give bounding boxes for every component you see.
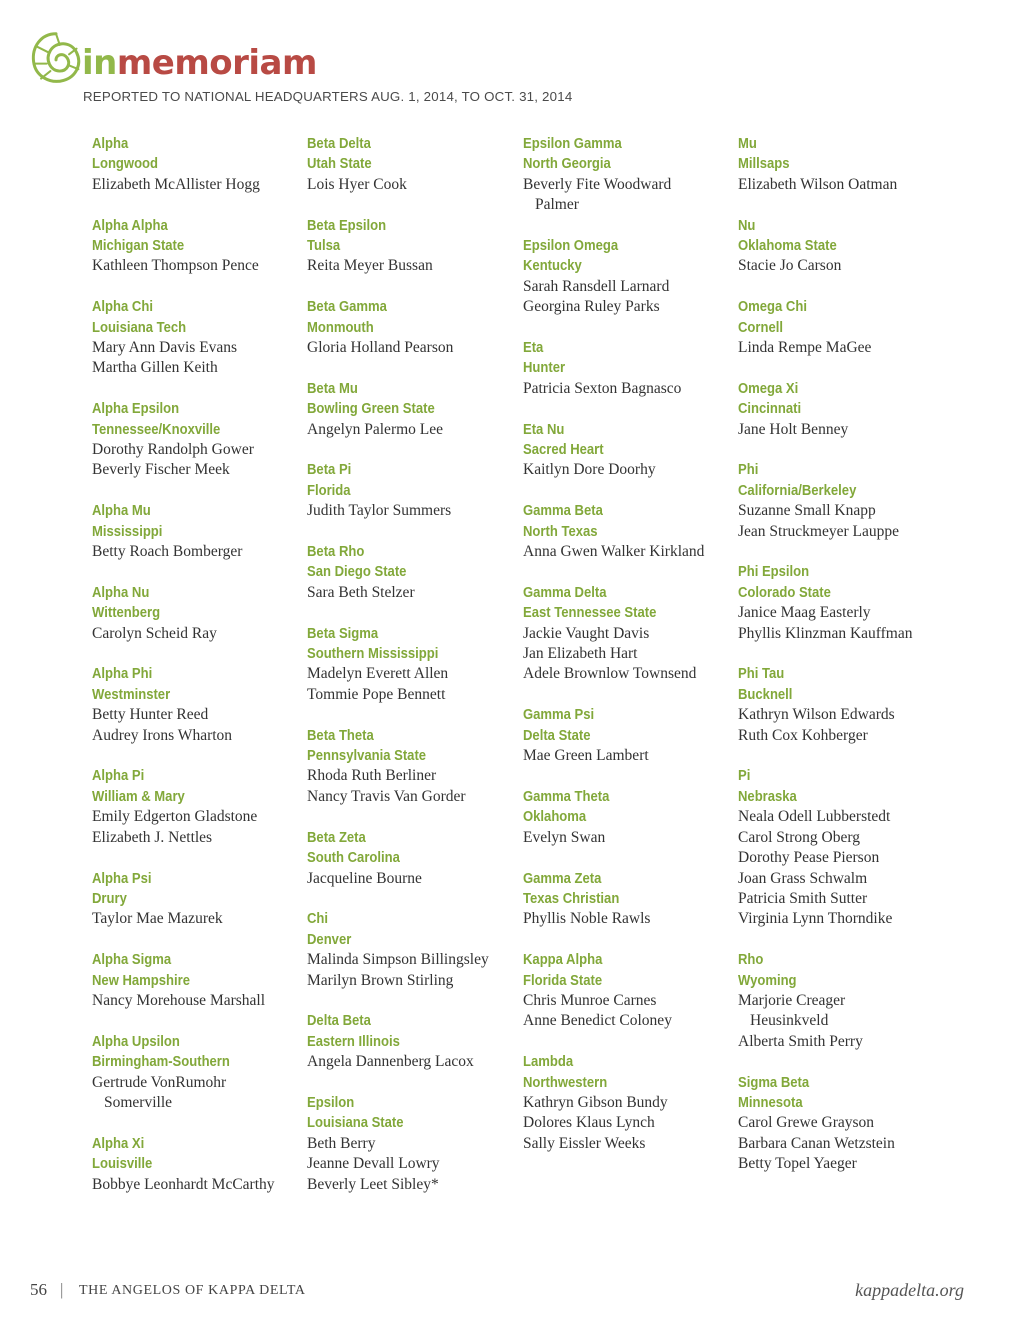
school-name: Utah State [307, 155, 372, 173]
member-name: Gertrude VonRumohr [92, 1073, 227, 1091]
chapter-name: Kappa Alpha [523, 951, 603, 969]
chapter-entry [738, 766, 968, 929]
member-name: Sara Beth Stelzer [307, 583, 415, 601]
school-name: Wittenberg [92, 604, 161, 622]
school-name: Louisiana Tech [92, 318, 187, 336]
member-name: Janice Maag Easterly [738, 604, 871, 622]
member-name: Jacqueline Bourne [307, 869, 422, 887]
member-name: Carolyn Scheid Ray [92, 624, 217, 642]
website-link[interactable]: kappadelta.org [855, 1280, 964, 1300]
member-name: Kathryn Wilson Edwards [738, 706, 895, 724]
chapter-name: Alpha Psi [92, 869, 152, 887]
school-name: Colorado State [738, 583, 831, 601]
chapter-entry [307, 542, 517, 603]
chapter-name: Beta Theta [307, 726, 374, 744]
school-name: Delta State [523, 726, 591, 744]
chapter-name: Alpha Upsilon [92, 1032, 180, 1050]
chapter-entry [523, 705, 733, 766]
member-name: Joan Grass Schwalm [738, 869, 868, 887]
school-name: San Diego State [307, 563, 407, 581]
chapter-name: Epsilon Gamma [523, 135, 622, 152]
school-name: Wyoming [738, 971, 797, 989]
chapter-name: Gamma Psi [523, 706, 595, 724]
member-name: Phyllis Noble Rawls [523, 910, 651, 928]
member-name: Bobbye Leonhardt McCarthy [92, 1175, 275, 1193]
chapter-name: Lambda [523, 1053, 574, 1071]
school-name: Tulsa [307, 237, 341, 255]
chapter-name: Beta Rho [307, 543, 365, 561]
member-name: Mary Ann Davis Evans [92, 339, 238, 357]
member-name: Beverly Leet Sibley* [307, 1175, 439, 1193]
school-name: Drury [92, 889, 127, 907]
chapter-name: Eta [523, 339, 544, 357]
member-name: Tommie Pope Bennett [307, 685, 446, 703]
chapter-entry [738, 460, 968, 542]
member-name: Carol Grewe Grayson [738, 1114, 875, 1132]
school-name: Monmouth [307, 318, 374, 336]
member-name: Emily Edgerton Gladstone [92, 808, 258, 826]
chapter-name: Beta Mu [307, 379, 358, 397]
chapter-name: Alpha Xi [92, 1134, 145, 1152]
school-name: Millsaps [738, 155, 790, 173]
member-name: Heusinkveld [750, 1012, 829, 1030]
chapter-entry [92, 399, 302, 481]
member-name: Jean Struckmeyer Lauppe [738, 522, 899, 540]
school-name: Hunter [523, 359, 566, 377]
school-name: Texas Christian [523, 889, 620, 907]
page-footer [30, 1280, 964, 1304]
chapter-name: Gamma Beta [523, 502, 603, 520]
member-name: Chris Munroe Carnes [523, 991, 657, 1009]
chapter-entry [92, 950, 302, 1011]
chapter-entry [307, 134, 517, 195]
chapter-name: Alpha Phi [92, 665, 153, 683]
chapter-name: Rho [738, 951, 764, 969]
member-name: Marilyn Brown Stirling [307, 971, 454, 989]
chapter-entry [738, 297, 968, 358]
school-name: Oklahoma [523, 808, 587, 826]
member-name: Beth Berry [307, 1134, 376, 1152]
member-name: Barbara Canan Wetzstein [738, 1134, 895, 1152]
school-name: Northwestern [523, 1073, 608, 1091]
member-name: Beverly Fite Woodward [523, 175, 672, 193]
chapter-name: Beta Epsilon [307, 216, 387, 234]
school-name: New Hampshire [92, 971, 190, 989]
chapter-entry [523, 501, 733, 562]
chapter-entry [738, 950, 968, 1052]
page-title [82, 43, 317, 83]
chapter-name: Alpha Chi [92, 298, 153, 316]
chapter-name: Phi [738, 461, 759, 479]
school-name: Michigan State [92, 237, 185, 255]
chapter-entry [307, 1011, 517, 1072]
member-name: Suzanne Small Knapp [738, 502, 876, 520]
chapter-name: Alpha Epsilon [92, 400, 180, 418]
chapter-entry [92, 766, 302, 848]
member-name: Evelyn Swan [523, 828, 606, 846]
listing-column [92, 134, 302, 1215]
chapter-name: Sigma Beta [738, 1073, 810, 1091]
school-name: William & Mary [92, 787, 185, 805]
chapter-entry [523, 338, 733, 399]
school-name: Louisville [92, 1155, 153, 1173]
chapter-entry [523, 236, 733, 318]
member-name: Reita Meyer Bussan [307, 257, 433, 275]
member-name: Dorothy Randolph Gower [92, 441, 254, 459]
chapter-name: Alpha Pi [92, 767, 145, 785]
member-name: Gloria Holland Pearson [307, 339, 454, 357]
member-name: Lois Hyer Cook [307, 175, 407, 193]
member-name: Rhoda Ruth Berliner [307, 767, 437, 785]
member-name: Sally Eissler Weeks [523, 1134, 646, 1152]
school-name: Westminster [92, 685, 171, 703]
chapter-entry [307, 297, 517, 358]
chapter-entry [92, 1134, 302, 1195]
school-name: Denver [307, 930, 352, 948]
footer-separator: | [60, 1280, 64, 1299]
school-name: Mississippi [92, 522, 163, 540]
school-name: Pennsylvania State [307, 747, 427, 765]
chapter-entry [92, 297, 302, 379]
member-name: Beverly Fischer Meek [92, 461, 230, 479]
member-name: Neala Odell Lubberstedt [738, 808, 891, 826]
member-name: Taylor Mae Mazurek [92, 910, 223, 928]
member-name: Dolores Klaus Lynch [523, 1114, 655, 1132]
school-name: Cornell [738, 318, 784, 336]
publication-name: THE ANGELOS OF KAPPA DELTA [79, 1283, 306, 1298]
school-name: South Carolina [307, 849, 400, 867]
member-name: Angelyn Palermo Lee [307, 420, 444, 438]
chapter-name: Eta Nu [523, 420, 565, 438]
chapter-name: Alpha [92, 135, 129, 152]
member-name: Somerville [104, 1093, 173, 1111]
school-name: Oklahoma State [738, 237, 837, 255]
chapter-name: Gamma Delta [523, 583, 607, 601]
chapter-name: Gamma Theta [523, 787, 610, 805]
chapter-name: Mu [738, 135, 757, 152]
member-name: Mae Green Lambert [523, 747, 649, 765]
page-number: 56 [30, 1280, 47, 1299]
chapter-entry [523, 1052, 733, 1154]
member-name: Betty Hunter Reed [92, 706, 209, 724]
chapter-entry [738, 134, 968, 195]
chapter-entry [92, 216, 302, 277]
member-name: Patricia Smith Sutter [738, 889, 868, 907]
chapter-name: Chi [307, 910, 329, 928]
member-name: Anne Benedict Coloney [523, 1012, 672, 1030]
school-name: Louisiana State [307, 1114, 404, 1132]
member-name: Jackie Vaught Davis [523, 624, 650, 642]
member-name: Judith Taylor Summers [307, 502, 452, 520]
chapter-entry [92, 664, 302, 746]
member-name: Palmer [535, 196, 579, 214]
chapter-entry [307, 624, 517, 706]
chapter-name: Pi [738, 767, 751, 785]
member-name: Phyllis Klinzman Kauffman [738, 624, 913, 642]
member-name: Patricia Sexton Bagnasco [523, 379, 682, 397]
school-name: Sacred Heart [523, 441, 604, 459]
school-name: Florida [307, 481, 351, 499]
chapter-name: Gamma Zeta [523, 869, 602, 887]
member-name: Jeanne Devall Lowry [307, 1155, 440, 1173]
page-header [28, 26, 728, 106]
member-name: Angela Dannenberg Lacox [307, 1053, 474, 1071]
member-name: Madelyn Everett Allen [307, 665, 449, 683]
chapter-name: Beta Delta [307, 135, 371, 152]
listing-column [523, 134, 733, 1175]
member-name: Dorothy Pease Pierson [738, 849, 880, 867]
member-name: Marjorie Creager [738, 991, 846, 1009]
member-name: Kathleen Thompson Pence [92, 257, 259, 275]
member-name: Nancy Morehouse Marshall [92, 991, 266, 1009]
chapter-entry [523, 950, 733, 1032]
school-name: Bucknell [738, 685, 793, 703]
chapter-entry [738, 562, 968, 644]
member-name: Elizabeth McAllister Hogg [92, 175, 260, 193]
school-name: Kentucky [523, 257, 582, 275]
chapter-name: Omega Xi [738, 379, 799, 397]
chapter-entry [92, 1032, 302, 1114]
chapter-name: Beta Gamma [307, 298, 387, 316]
chapter-entry [307, 379, 517, 440]
member-name: Betty Roach Bomberger [92, 543, 243, 561]
school-name: Florida State [523, 971, 603, 989]
chapter-entry [307, 828, 517, 889]
member-name: Kaitlyn Dore Doorhy [523, 461, 656, 479]
chapter-entry [738, 379, 968, 440]
member-name: Georgina Ruley Parks [523, 298, 660, 316]
chapter-entry [307, 909, 517, 991]
chapter-entry [523, 787, 733, 848]
member-name: Betty Topel Yaeger [738, 1155, 857, 1173]
member-name: Stacie Jo Carson [738, 257, 842, 275]
chapter-entry [523, 420, 733, 481]
chapter-name: Nu [738, 216, 756, 234]
chapter-name: Alpha Sigma [92, 951, 172, 969]
chapter-entry [92, 501, 302, 562]
member-name: Kathryn Gibson Bundy [523, 1093, 668, 1111]
chapter-entry [738, 216, 968, 277]
chapter-name: Beta Sigma [307, 624, 379, 642]
listing-column [307, 134, 517, 1215]
listing-column [738, 134, 968, 1195]
chapter-name: Epsilon Omega [523, 237, 619, 255]
school-name: North Texas [523, 522, 598, 540]
chapter-entry [307, 1093, 517, 1195]
member-name: Jane Holt Benney [738, 420, 849, 438]
school-name: Cincinnati [738, 400, 802, 418]
chapter-name: Epsilon [307, 1093, 355, 1111]
member-name: Alberta Smith Perry [738, 1032, 863, 1050]
chapter-name: Alpha Nu [92, 583, 150, 601]
chapter-name: Phi Tau [738, 665, 785, 683]
member-name: Jan Elizabeth Hart [523, 645, 638, 663]
chapter-name: Omega Chi [738, 298, 807, 316]
school-name: Longwood [92, 155, 159, 173]
school-name: Bowling Green State [307, 400, 435, 418]
member-name: Martha Gillen Keith [92, 359, 218, 377]
member-name: Nancy Travis Van Gorder [307, 787, 466, 805]
school-name: North Georgia [523, 155, 611, 173]
member-name: Sarah Ransdell Larnard [523, 277, 670, 295]
school-name: Birmingham-Southern [92, 1053, 230, 1071]
chapter-entry [307, 726, 517, 808]
nautilus-shell-icon [28, 28, 84, 88]
chapter-entry [307, 460, 517, 521]
school-name: Southern Mississippi [307, 645, 439, 663]
chapter-name: Alpha Alpha [92, 216, 168, 234]
member-name: Carol Strong Oberg [738, 828, 860, 846]
chapter-name: Alpha Mu [92, 502, 151, 520]
member-name: Malinda Simpson Billingsley [307, 951, 489, 969]
school-name: Tennessee/Knoxville [92, 420, 221, 438]
school-name: Minnesota [738, 1093, 803, 1111]
chapter-name: Phi Epsilon [738, 563, 810, 581]
chapter-entry [523, 869, 733, 930]
chapter-entry [92, 134, 302, 195]
member-name: Audrey Irons Wharton [92, 726, 233, 744]
chapter-entry [92, 583, 302, 644]
chapter-entry [523, 583, 733, 685]
member-name: Elizabeth J. Nettles [92, 828, 213, 846]
chapter-entry [523, 134, 733, 216]
member-name: Virginia Lynn Thorndike [738, 910, 893, 928]
member-name: Adele Brownlow Townsend [523, 665, 697, 683]
school-name: East Tennessee State [523, 604, 657, 622]
member-name: Elizabeth Wilson Oatman [738, 175, 898, 193]
chapter-name: Delta Beta [307, 1012, 371, 1030]
title-main: memoriam [116, 43, 317, 83]
member-name: Ruth Cox Kohberger [738, 726, 868, 744]
page-subtitle: REPORTED TO NATIONAL HEADQUARTERS AUG. 1, 2014, TO OCT. 31, 2014 [83, 89, 573, 104]
chapter-name: Beta Pi [307, 461, 352, 479]
chapter-entry [307, 216, 517, 277]
school-name: California/Berkeley [738, 481, 857, 499]
chapter-name: Beta Zeta [307, 828, 366, 846]
member-name: Linda Rempe MaGee [738, 339, 872, 357]
chapter-entry [92, 869, 302, 930]
chapter-entry [738, 1073, 968, 1175]
title-prefix: in [82, 43, 117, 83]
school-name: Nebraska [738, 787, 797, 805]
chapter-entry [738, 664, 968, 746]
school-name: Eastern Illinois [307, 1032, 400, 1050]
member-name: Anna Gwen Walker Kirkland [523, 543, 705, 561]
